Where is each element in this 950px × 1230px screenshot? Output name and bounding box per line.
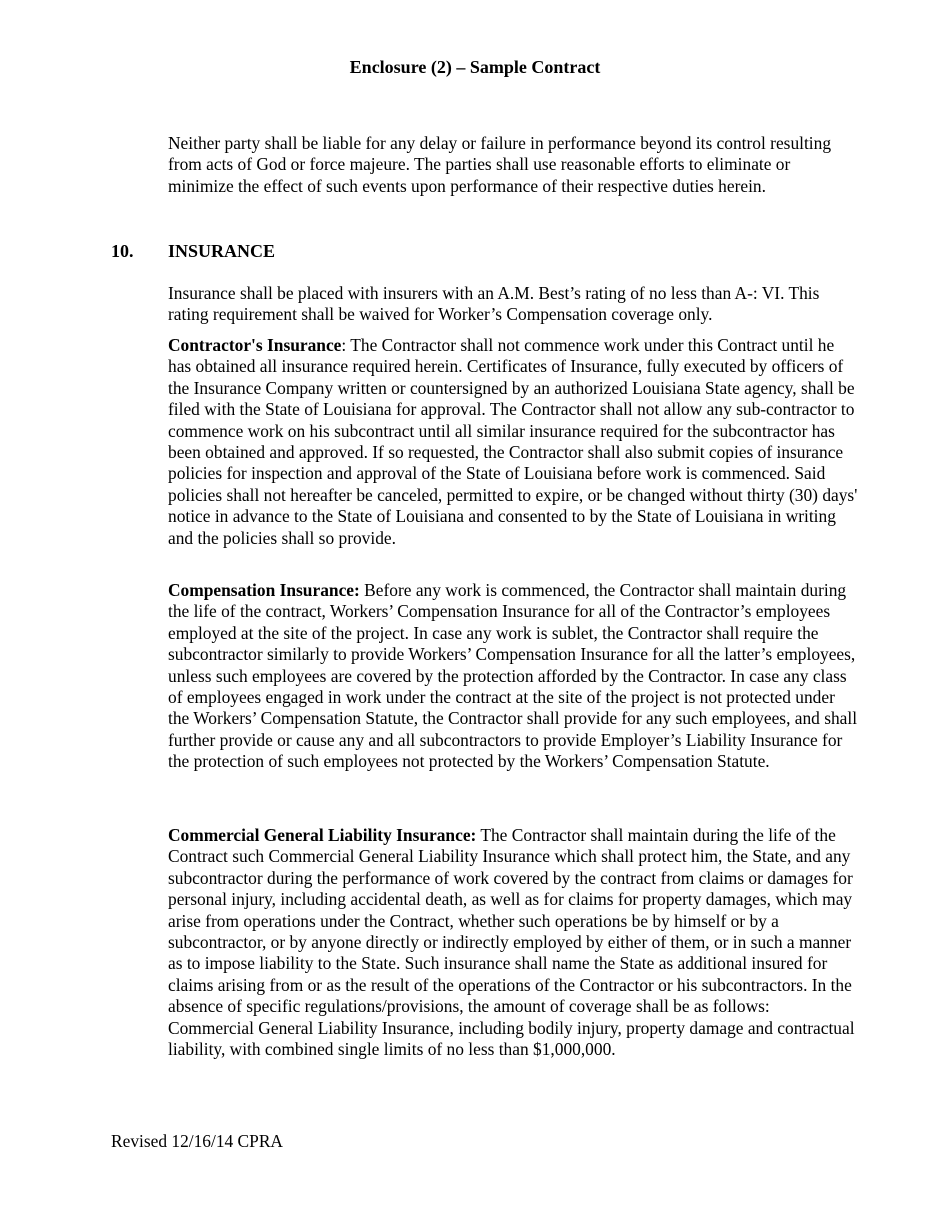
insurer-rating-paragraph: Insurance shall be placed with insurers with an A.M. Best’s rating of no less than A-: VI. This rating requirement shall be waived for Worker’s Compensation coverage only. xyxy=(168,283,820,325)
cgl-insurance-lead: Commercial General Liability Insurance: xyxy=(168,825,477,845)
force-majeure-paragraph: Neither party shall be liable for any delay or failure in performance beyond its control resulting from acts of God or force majeure. The parties shall use reasonable efforts to eliminate or minimize the effect of such events upon performance of their respective duties herein. xyxy=(168,133,832,196)
contractors-insurance-paragraph xyxy=(168,335,858,549)
contractors-insurance-lead: Contractor's Insurance xyxy=(168,335,342,355)
compensation-insurance-paragraph xyxy=(168,580,858,773)
revision-footer: Revised 12/16/14 CPRA xyxy=(111,1131,283,1151)
compensation-insurance-lead: Compensation Insurance: xyxy=(168,580,360,600)
compensation-insurance-body: Before any work is commenced, the Contractor shall maintain during the life of the contract, Workers’ Compensation Insurance for all of the Contractor’s employees employed at the site of the project. In case any work is sublet, the Contractor shall require the subcontractor similarly to provide Workers’ Compensation Insurance for all the latter’s employees, unless such employees are covered by the protection afforded by the Contractor. In case any class of employees engaged in work under the contract at the site of the project is not protected under the Workers’ Compensation Statute, the Contractor shall provide for any such employees, and shall further provide or cause any and all subcontractors to provide Employer’s Liability Insurance for the protection of such employees not protected by the Workers’ Compensation Statute. xyxy=(168,580,858,772)
cgl-insurance-paragraph xyxy=(168,825,858,1060)
page-header-title: Enclosure (2) – Sample Contract xyxy=(349,57,601,77)
contractors-insurance-body: : The Contractor shall not commence work under this Contract until he has obtained all insurance required herein. Certificates of Insurance, fully executed by officers of the Insurance Company written or countersigned by an authorized Louisiana State agency, shall be filed with the State of Louisiana for approval. The Contractor shall not allow any sub-contractor to commence work on his subcontract until all similar insurance required for the subcontractor has been obtained and approved. If so requested, the Contractor shall also submit copies of insurance policies for inspection and approval of the State of Louisiana before work is commenced. Said policies shall not hereafter be canceled, permitted to expire, or be changed without thirty (30) days' notice in advance to the State of Louisiana and consented to by the State of Louisiana in writing and the policies shall so provide. xyxy=(168,335,858,548)
section-number: 10. xyxy=(111,241,134,261)
section-title: INSURANCE xyxy=(168,241,276,261)
cgl-insurance-body: The Contractor shall maintain during the life of the Contract such Commercial General Liability Insurance which shall protect him, the State, and any subcontractor during the performance of work covered by the contract from claims or damages for personal injury, including accidental death, as well as for claims for property damages, which may arise from operations under the Contract, whether such operations be by himself or by a subcontractor, or by anyone directly or indirectly employed by either of them, or in such a manner as to impose liability to the State. Such insurance shall name the State as additional insured for claims arising from or as the result of the operations of the Contractor or his subcontractors. In the absence of specific regulations/provisions, the amount of coverage shall be as follows: Commercial General Liability Insurance, including bodily injury, property damage and contractual liability, with combined single limits of no less than $1,000,000. xyxy=(168,825,855,1060)
section-heading xyxy=(111,240,275,262)
